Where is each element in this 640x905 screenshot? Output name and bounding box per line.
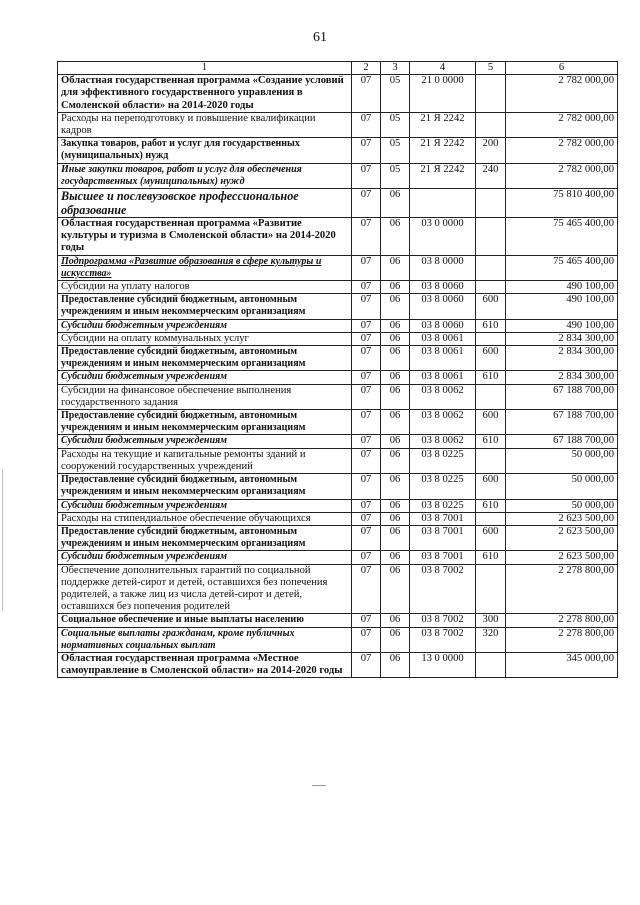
table-row [58,75,618,113]
row-amount: 2 782 000,00 [506,138,618,163]
row-expense-type: 610 [476,499,506,512]
row-amount: 67 188 700,00 [506,435,618,448]
row-amount: 67 188 700,00 [506,410,618,435]
row-expense-type [476,189,506,218]
table-row [58,189,618,218]
row-subsection: 06 [381,652,410,677]
row-section: 07 [352,189,381,218]
table-row [58,512,618,525]
row-amount: 2 278 800,00 [506,564,618,614]
row-expense-type [476,384,506,409]
row-expense-type: 600 [476,346,506,371]
row-amount: 2 278 800,00 [506,627,618,652]
row-target-article [410,189,476,218]
row-expense-type: 610 [476,371,506,384]
row-amount: 490 100,00 [506,319,618,332]
row-amount: 50 000,00 [506,499,618,512]
row-section: 07 [352,512,381,525]
scan-margin-mark [2,470,5,610]
row-name: Высшее и послевузовское профессиональное образование [58,189,352,218]
row-section: 07 [352,551,381,564]
table-row [58,564,618,614]
row-name: Субсидии на уплату налогов [58,281,352,294]
row-name: Предоставление субсидий бюджетным, автономным учреждениям и иным некоммерческим организациям [58,474,352,499]
table-row [58,319,618,332]
row-subsection: 06 [381,564,410,614]
row-subsection: 06 [381,384,410,409]
row-target-article: 03 8 7001 [410,512,476,525]
row-subsection: 06 [381,525,410,550]
row-subsection: 06 [381,189,410,218]
row-amount: 67 188 700,00 [506,384,618,409]
row-name: Предоставление субсидий бюджетным, автономным учреждениям и иным некоммерческим организациям [58,410,352,435]
table-row [58,474,618,499]
row-amount: 2 834 300,00 [506,371,618,384]
row-expense-type: 200 [476,138,506,163]
row-expense-type: 610 [476,435,506,448]
row-amount: 345 000,00 [506,652,618,677]
row-name: Субсидии на оплату коммунальных услуг [58,332,352,345]
row-target-article: 21 Я 2242 [410,138,476,163]
row-target-article: 03 8 0062 [410,410,476,435]
row-target-article: 03 8 0225 [410,448,476,473]
row-subsection: 05 [381,163,410,188]
row-expense-type [476,281,506,294]
table-row [58,371,618,384]
row-amount: 50 000,00 [506,448,618,473]
row-expense-type [476,564,506,614]
row-subsection: 06 [381,614,410,627]
row-section: 07 [352,371,381,384]
header-row [58,62,618,75]
row-subsection: 06 [381,551,410,564]
row-target-article: 21 0 0000 [410,75,476,113]
row-section: 07 [352,281,381,294]
table-row [58,525,618,550]
row-expense-type [476,332,506,345]
row-subsection: 05 [381,138,410,163]
header-col-5: 5 [476,62,506,75]
row-amount: 2 623 500,00 [506,512,618,525]
row-target-article: 03 8 7002 [410,564,476,614]
row-subsection: 06 [381,410,410,435]
row-section: 07 [352,499,381,512]
row-amount: 2 623 500,00 [506,525,618,550]
row-amount: 490 100,00 [506,294,618,319]
row-expense-type: 610 [476,319,506,332]
table-row [58,410,618,435]
row-target-article: 03 8 0060 [410,319,476,332]
row-subsection: 06 [381,474,410,499]
row-section: 07 [352,652,381,677]
row-amount: 2 623 500,00 [506,551,618,564]
row-expense-type: 240 [476,163,506,188]
row-expense-type: 300 [476,614,506,627]
header-col-2: 2 [352,62,381,75]
row-target-article: 03 8 0062 [410,435,476,448]
row-target-article: 03 8 0225 [410,474,476,499]
row-subsection: 06 [381,319,410,332]
row-section: 07 [352,474,381,499]
row-section: 07 [352,627,381,652]
row-name: Предоставление субсидий бюджетным, автономным учреждениям и иным некоммерческим организациям [58,525,352,550]
row-name: Областная государственная программа «Развитие культуры и туризма в Смоленской области» на 2014-2020 годы [58,218,352,256]
row-section: 07 [352,448,381,473]
row-amount: 2 278 800,00 [506,614,618,627]
table-row [58,218,618,256]
row-expense-type [476,75,506,113]
row-subsection: 06 [381,346,410,371]
row-subsection: 06 [381,255,410,280]
row-subsection: 05 [381,75,410,113]
row-name: Предоставление субсидий бюджетным, автономным учреждениям и иным некоммерческим организациям [58,346,352,371]
row-target-article: 03 8 0000 [410,255,476,280]
row-name: Обеспечение дополнительных гарантий по социальной поддержке детей-сирот и детей, оставшихся без попечения родителей, а также лиц из числа детей-сирот и детей, оставшихся без попечения родителей [58,564,352,614]
header-col-6: 6 [506,62,618,75]
table-row [58,163,618,188]
row-name: Субсидии бюджетным учреждениям [58,319,352,332]
row-target-article: 03 8 7001 [410,551,476,564]
header-col-4: 4 [410,62,476,75]
table-row [58,435,618,448]
row-target-article: 03 8 0060 [410,281,476,294]
table-row [58,332,618,345]
row-section: 07 [352,410,381,435]
row-expense-type [476,512,506,525]
page-number: 61 [313,30,327,45]
scan-dash-mark [312,785,326,786]
row-subsection: 06 [381,294,410,319]
row-name: Субсидии бюджетным учреждениям [58,371,352,384]
row-target-article: 03 0 0000 [410,218,476,256]
table-row [58,614,618,627]
row-subsection: 06 [381,218,410,256]
row-section: 07 [352,332,381,345]
table-row [58,346,618,371]
row-amount: 75 465 400,00 [506,255,618,280]
row-name: Субсидии бюджетным учреждениям [58,435,352,448]
row-amount: 490 100,00 [506,281,618,294]
row-expense-type: 610 [476,551,506,564]
table-row [58,652,618,677]
row-name: Расходы на переподготовку и повышение квалификации кадров [58,112,352,137]
row-section: 07 [352,163,381,188]
row-amount: 2 782 000,00 [506,163,618,188]
row-expense-type [476,255,506,280]
row-name: Субсидии бюджетным учреждениям [58,499,352,512]
row-section: 07 [352,614,381,627]
row-section: 07 [352,564,381,614]
row-target-article: 13 0 0000 [410,652,476,677]
row-amount: 2 782 000,00 [506,112,618,137]
row-expense-type [476,448,506,473]
row-name: Расходы на стипендиальное обеспечение обучающихся [58,512,352,525]
row-amount: 2 782 000,00 [506,75,618,113]
table-row [58,112,618,137]
table-row [58,384,618,409]
row-subsection: 06 [381,281,410,294]
table-body [58,75,618,678]
row-target-article: 03 8 7001 [410,525,476,550]
row-target-article: 21 Я 2242 [410,112,476,137]
header-col-3: 3 [381,62,410,75]
header-col-1: 1 [58,62,352,75]
row-target-article: 03 8 0061 [410,346,476,371]
row-target-article: 03 8 7002 [410,614,476,627]
row-name: Социальные выплаты гражданам, кроме публичных нормативных социальных выплат [58,627,352,652]
row-target-article: 03 8 0062 [410,384,476,409]
row-expense-type [476,218,506,256]
table-row [58,294,618,319]
row-name: Предоставление субсидий бюджетным, автономным учреждениям и иным некоммерческим организациям [58,294,352,319]
row-section: 07 [352,218,381,256]
row-name: Иные закупки товаров, работ и услуг для обеспечения государственных (муниципальных) нужд [58,163,352,188]
row-name: Подпрограмма «Развитие образования в сфере культуры и искусства» [58,255,352,280]
row-section: 07 [352,384,381,409]
row-subsection: 06 [381,627,410,652]
table-row [58,281,618,294]
row-section: 07 [352,75,381,113]
row-name: Областная государственная программа «Местное самоуправление в Смоленской области» на 2014-2020 годы [58,652,352,677]
row-section: 07 [352,112,381,137]
row-expense-type: 320 [476,627,506,652]
row-amount: 50 000,00 [506,474,618,499]
row-name: Областная государственная программа «Создание условий для эффективного государственного управления в Смоленской области» на 2014-2020 годы [58,75,352,113]
table-row [58,499,618,512]
row-amount: 2 834 300,00 [506,346,618,371]
row-subsection: 06 [381,435,410,448]
row-target-article: 03 8 7002 [410,627,476,652]
row-amount: 75 810 400,00 [506,189,618,218]
row-target-article: 03 8 0061 [410,371,476,384]
row-name: Закупка товаров, работ и услуг для государственных (муниципальных) нужд [58,138,352,163]
row-subsection: 06 [381,499,410,512]
row-expense-type: 600 [476,474,506,499]
table-row [58,627,618,652]
row-subsection: 06 [381,512,410,525]
row-subsection: 05 [381,112,410,137]
row-expense-type: 600 [476,294,506,319]
row-expense-type [476,652,506,677]
row-name: Социальное обеспечение и иные выплаты населению [58,614,352,627]
row-subsection: 06 [381,448,410,473]
row-expense-type: 600 [476,410,506,435]
row-expense-type: 600 [476,525,506,550]
row-target-article: 03 8 0225 [410,499,476,512]
row-name: Субсидии на финансовое обеспечение выполнения государственного задания [58,384,352,409]
table-row [58,138,618,163]
row-name: Субсидии бюджетным учреждениям [58,551,352,564]
row-name: Расходы на текущие и капитальные ремонты зданий и сооружений государственных учреждений [58,448,352,473]
table-row [58,255,618,280]
row-target-article: 03 8 0061 [410,332,476,345]
row-section: 07 [352,294,381,319]
row-amount: 75 465 400,00 [506,218,618,256]
row-subsection: 06 [381,371,410,384]
row-section: 07 [352,255,381,280]
row-section: 07 [352,525,381,550]
row-section: 07 [352,319,381,332]
table-row [58,551,618,564]
row-target-article: 03 8 0060 [410,294,476,319]
row-target-article: 21 Я 2242 [410,163,476,188]
row-subsection: 06 [381,332,410,345]
row-section: 07 [352,346,381,371]
row-expense-type [476,112,506,137]
table-row [58,448,618,473]
row-section: 07 [352,138,381,163]
row-amount: 2 834 300,00 [506,332,618,345]
budget-table [57,61,618,678]
row-section: 07 [352,435,381,448]
